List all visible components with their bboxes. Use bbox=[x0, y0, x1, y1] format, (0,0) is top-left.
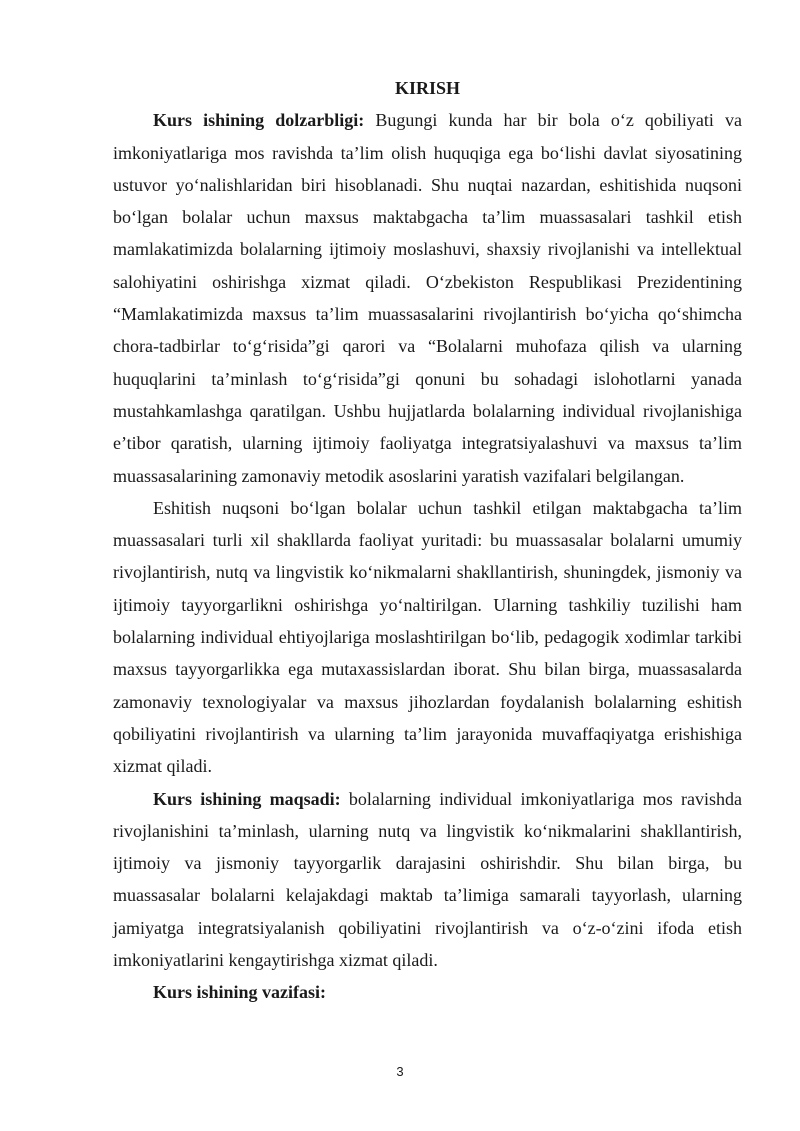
paragraph-text: Bugungi kunda har bir bola o‘z qobiliyati va imkoniyatlariga mos ravishda ta’lim olish huquqiga ega bo‘lishi davlat siyosatining ustuvor yo‘nalishlaridan biri hisoblanadi. Shu nuqtai nazardan, eshitishida nuqsoni bo‘lgan bolalar uchun maxsus maktabgacha ta’lim muassasalari tashkil etish mamlakatimizda bolalarning ijtimoiy moslashuvi, shaxsiy rivojlanishi va intellektual salohiyatini oshirishga xizmat qiladi. O‘zbekiston Respublikasi Prezidentining “Mamlakatimizda maxsus ta’lim muassasalarini rivojlantirish bo‘yicha qo‘shimcha chora-tadbirlar to‘g‘risida”gi qarori va “Bolalarni muhofaza qilish va ularning huquqlarini ta’minlash to‘g‘risida”gi qonuni bu sohadagi islohotlarni yanada mustahkamlashga qaratilgan. Ushbu hujjatlarda bolalarning individual rivojlanishiga e’tibor qaratish, ularning ijtimoiy faoliyatga integratsiyalashuvi va maxsus ta’lim muassasalarining zamonaviy metodik asoslarini yaratish vazifalari belgilangan. bbox=[113, 110, 742, 486]
paragraph-lead: Kurs ishining vazifasi: bbox=[153, 982, 327, 1003]
paragraph-lead: Kurs ishining maqsadi: bbox=[153, 788, 341, 809]
page-title: KIRISH bbox=[394, 78, 461, 98]
paragraph-institutions bbox=[113, 492, 742, 783]
paragraph-text: Eshitish nuqsoni bo‘lgan bolalar uchun tashkil etilgan maktabgacha ta’lim muassasalari turli xil shakllarda faoliyat yuritadi: bu muassasalar bolalarni umumiy rivojlantirish, nutq va lingvistik ko‘nikmalarni shakllantirish, shuningdek, jismoniy va ijtimoiy tayyorgarlikni oshirishga yo‘naltirilgan. Ularning tashkiliy tuzilishi ham bolalarning individual ehtiyojlariga moslashtirilgan bo‘lib, pedagogik xodimlar tarkibi maxsus tayyorgarlikka ega mutaxassislardan iborat. Shu bilan birga, muassasalarda zamonaviy texnologiyalar va maxsus jihozlardan foydalanish bolalarning eshitish qobiliyatini rivojlantirish va ularning ta’lim jarayonida muvaffaqiyatga erishishiga xizmat qiladi. bbox=[113, 497, 742, 777]
paragraph-tasks bbox=[113, 976, 742, 1008]
paragraph-goal bbox=[113, 783, 742, 977]
document-body bbox=[113, 72, 742, 1009]
paragraph-relevance bbox=[113, 104, 742, 492]
paragraph-lead: Kurs ishining dolzarbligi: bbox=[153, 110, 365, 131]
page-number: 3 bbox=[396, 1064, 404, 1079]
paragraph-text: bolalarning individual imkoniyatlariga mos ravishda rivojlanishini ta’minlash, ularning nutq va lingvistik ko‘nikmalarini shakllantirish, ijtimoiy va jismoniy tayyorgarlik darajasini oshirishdir. Shu bilan birga, bu muassasalar bolalarni kelajakdagi maktab ta’limiga samarali tayyorlash, ularning jamiyatga integratsiyalanish qobiliyatini rivojlantirish va o‘z-o‘zini ifoda etish imkoniyatlarini kengaytirishga xizmat qiladi. bbox=[113, 788, 743, 971]
